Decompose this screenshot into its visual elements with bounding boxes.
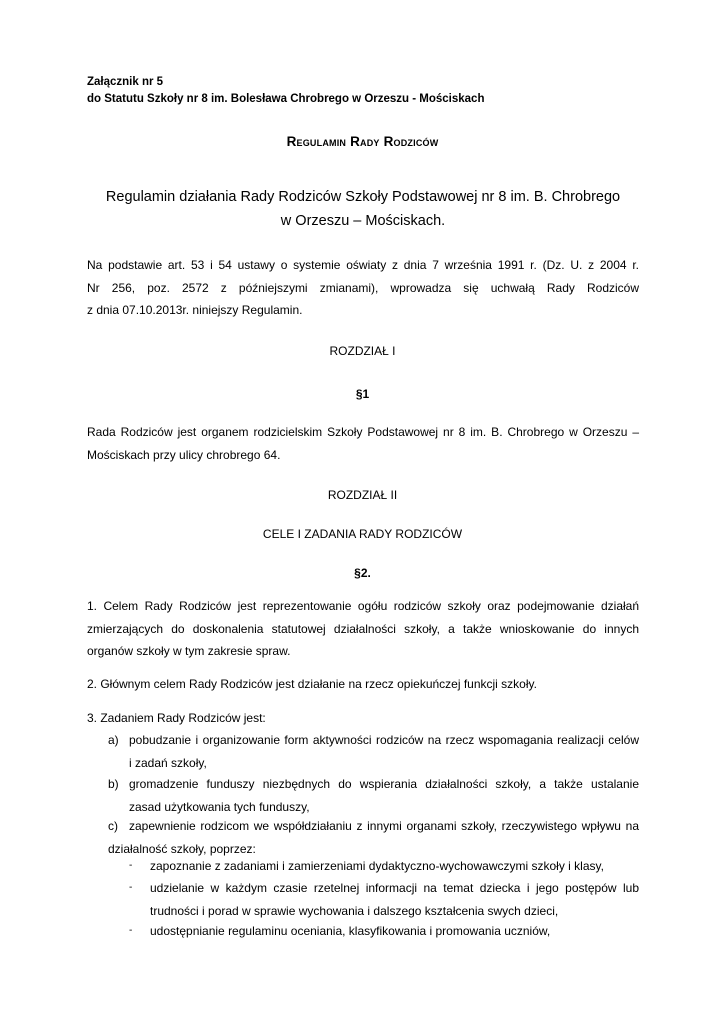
text-line: Nr 256, poz. 2572 z późniejszymi zmianami), wprowadza się uchwałą Rady Rodziców [87, 280, 639, 295]
dash-bullet: - [129, 882, 133, 893]
section-2-item-3-intro [87, 707, 639, 730]
text-line: udzielanie w każdym czasie rzetelnej informacji na temat dziecka i jego postępów lub [150, 881, 639, 895]
chapter-1-heading: ROZDZIAŁ I [329, 344, 396, 358]
text-line: pobudzanie i organizowanie form aktywności rodziców na rzecz wspomagania realizacji celów [129, 733, 639, 747]
document-title: Regulamin Rady Rodziców [286, 134, 439, 149]
subtitle-line: w Orzeszu – Mościskach. [280, 213, 446, 229]
text-line: zapoznanie z zadaniami i zamierzeniami dydaktyczno-wychowawczymi szkoły i klasy, [150, 859, 604, 873]
text-line: zasad użytkowania tych funduszy, [129, 799, 310, 814]
section-2-heading: §2. [354, 566, 371, 580]
list-letter: a) [108, 733, 119, 747]
attachment-statute-reference: do Statutu Szkoły nr 8 im. Bolesława Chrobrego w Orzeszu - Mościskach [87, 93, 485, 105]
text-line: gromadzenie funduszy niezbędnych do wspierania działalności szkoły, a także ustalanie [129, 777, 639, 791]
text-line: 3. Zadaniem Rady Rodziców jest: [87, 711, 266, 725]
text-line: i zadań szkoły, [129, 755, 207, 770]
document-subtitle [87, 185, 639, 233]
dash-bullet: - [129, 925, 133, 936]
text-line: z dnia 07.10.2013r. niniejszy Regulamin. [87, 303, 303, 317]
list-letter: b) [108, 777, 119, 791]
chapter-2-subheading: CELE I ZADANIA RADY RODZICÓW [262, 527, 463, 541]
text-line: 1. Celem Rady Rodziców jest reprezentowanie ogółu rodziców szkoły oraz podejmowanie działań [87, 599, 639, 613]
section-1-heading: §1 [355, 387, 370, 401]
text-line: zapewnienie rodzicom we współdziałaniu z innymi organami szkoły, rzeczywistego wpływu na [129, 819, 639, 833]
text-line: 2. Głównym celem Rady Rodziców jest działanie na rzecz opiekuńczej funkcji szkoły. [87, 677, 537, 691]
section-2-item-1 [87, 595, 639, 663]
section-1-paragraph [87, 421, 639, 466]
section-2-item-2 [87, 673, 639, 696]
attachment-number: Załącznik nr 5 [87, 76, 164, 88]
text-line: organów szkoły w tym zakresie spraw. [87, 644, 291, 658]
text-line: Mościskach przy ulicy chrobrego 64. [87, 447, 281, 462]
text-line: działalność szkoły, poprzez: [108, 841, 256, 856]
subtitle-line: Regulamin działania Rady Rodziców Szkoły Podstawowej nr 8 im. B. Chrobrego [105, 189, 621, 205]
text-line: Na podstawie art. 53 i 54 ustawy o systemie oświaty z dnia 7 września 1991 r. (Dz. U. z 2004 r. [87, 258, 639, 272]
text-line: trudności i porad w sprawie wychowania i dalszego kształcenia swych dzieci, [150, 903, 559, 918]
list-letter: c) [108, 819, 118, 833]
chapter-2-heading: ROZDZIAŁ II [327, 488, 398, 502]
text-line: udostępnianie regulaminu oceniania, klasyfikowania i promowania uczniów, [150, 924, 551, 938]
text-line: zmierzających do doskonalenia statutowej działalności szkoły, a także wnioskowanie do innych [87, 621, 639, 636]
intro-paragraph [87, 254, 639, 322]
attachment-header [87, 74, 484, 108]
text-line: Rada Rodziców jest organem rodzicielskim Szkoły Podstawowej nr 8 im. B. Chrobrego w Orzeszu – [87, 425, 639, 439]
dash-bullet: - [129, 860, 133, 871]
